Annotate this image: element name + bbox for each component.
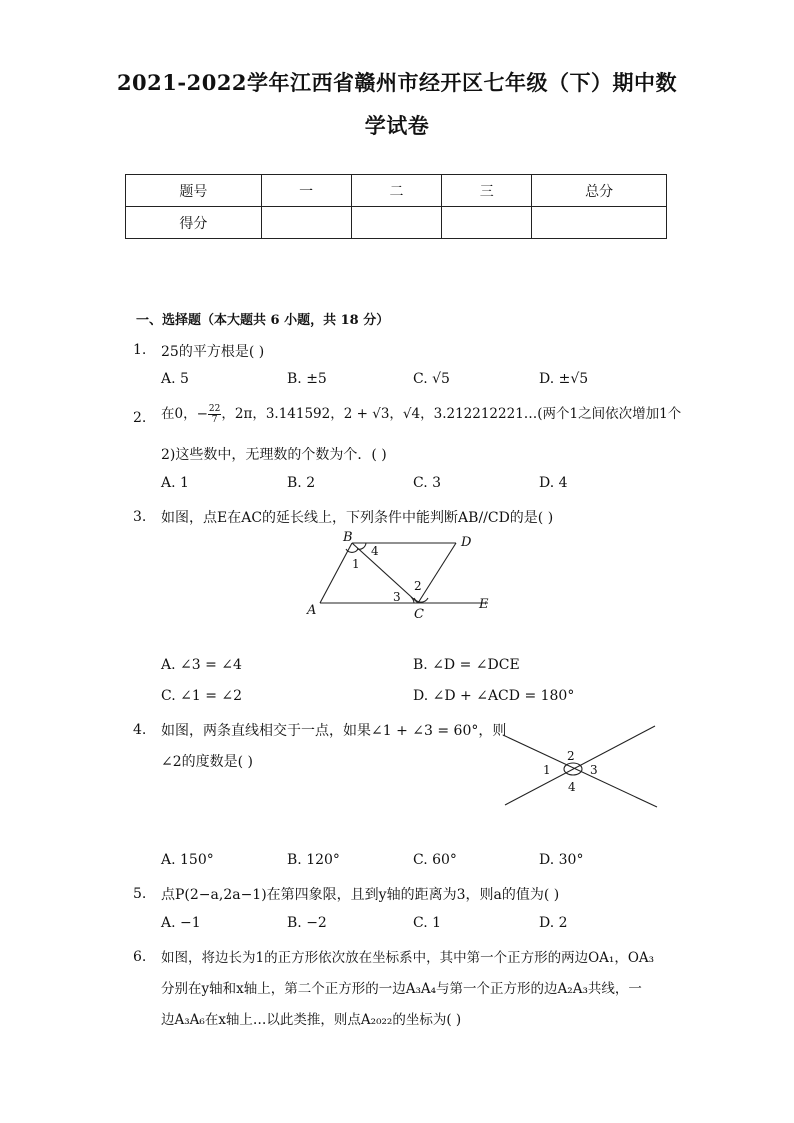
option-d: D. 2 [539,915,568,931]
question-number: 6. [133,949,147,965]
question-stem [161,402,681,425]
option-b: B. 2 [287,475,316,491]
question-stem: 如图，两条直线相交于一点，如果∠1 + ∠3 = 60°，则 [161,723,507,739]
line-2 [505,726,655,805]
line-1 [503,735,657,807]
label-c: C [414,607,424,622]
option-d: D. 30° [539,852,584,868]
fraction-denominator: 7 [211,415,218,425]
question-stem-line2: ∠2的度数是( ) [161,754,254,770]
question-stem-line2: 分别在y轴和x轴上，第二个正方形的一边A₃A₄与第一个正方形的边A₂A₃共线，一 [161,981,642,997]
angle-arc-1 [346,549,358,552]
score-cell [351,207,442,239]
label-angle-3: 3 [590,763,598,777]
label-a: A [307,603,317,618]
score-header-cell: 一 [261,175,351,207]
option-c: C. 3 [413,475,442,491]
score-table-score-row [126,207,667,239]
option-b: B. −2 [287,915,327,931]
score-row-label: 得分 [126,207,262,239]
option-a: A. ∠3 = ∠4 [161,657,242,673]
question-stem-line2: 2)这些数中，无理数的个数为个．( ) [161,447,387,463]
section-title: 一、选择题（本大题共 6 小题，共 18 分） [136,313,390,328]
option-d: D. ±√5 [539,371,589,387]
option-c: C. ∠1 = ∠2 [161,688,243,704]
option-a: A. 1 [161,475,189,491]
score-table-header-row [126,175,667,207]
line-bc [352,543,418,603]
question-stem: 如图，将边长为1的正方形依次放在坐标系中，其中第一个正方形的两边OA₁，OA₃ [161,950,655,966]
option-d: D. 4 [539,475,568,491]
question-number: 1. [133,342,147,358]
fraction [208,404,221,425]
label-b: B [343,530,353,545]
question-number: 2. [133,410,147,426]
stem-text: ，2π，3.141592，2 + √3，√4，3.212212221…(两个1之间依次增加1个 [221,406,682,422]
question-number: 3. [133,509,147,525]
question-stem: 如图，点E在AC的延长线上，下列条件中能判断AB//CD的是( ) [161,510,554,526]
page-title-line1: 2021-2022学年江西省赣州市经开区七年级（下）期中数 [116,70,678,95]
question-number: 5. [133,886,147,902]
fraction-numerator: 22 [208,404,221,414]
question-stem: 25的平方根是( ) [161,344,265,360]
option-b: B. 120° [287,852,340,868]
option-c: C. 1 [413,915,442,931]
option-a: A. 150° [161,852,214,868]
label-e: E [479,597,489,612]
option-b: B. ∠D = ∠DCE [413,657,520,673]
score-cell [442,207,532,239]
label-angle-4: 4 [568,780,576,794]
score-table [125,174,667,239]
score-header-cell: 二 [351,175,442,207]
label-angle-1: 1 [543,763,551,777]
stem-text: 在0，− [161,406,208,422]
question-stem: 点P(2−a,2a−1)在第四象限，且到y轴的距离为3，则a的值为( ) [161,887,560,903]
angle-arc-2 [414,598,428,602]
angle-arc-3 [411,597,414,603]
score-header-cell: 总分 [532,175,667,207]
score-header-cell: 题号 [126,175,262,207]
label-angle-3: 3 [393,590,401,604]
option-d: D. ∠D + ∠ACD = 180° [413,688,575,704]
label-angle-4: 4 [371,544,379,558]
option-a: A. 5 [161,371,189,387]
label-angle-1: 1 [352,557,360,571]
option-c: C. 60° [413,852,457,868]
line-cd [418,543,456,603]
score-cell [261,207,351,239]
question-stem-line3: 边A₃A₆在x轴上…以此类推，则点A₂₀₂₂的坐标为( ) [161,1012,462,1028]
score-header-cell: 三 [442,175,532,207]
label-angle-2: 2 [567,749,575,763]
option-a: A. −1 [161,915,201,931]
question-number: 4. [133,722,147,738]
angle-arc-4 [357,543,366,549]
label-angle-2: 2 [414,579,422,593]
page-title-line2: 学试卷 [364,113,430,138]
angle-arcs [564,763,582,775]
score-cell [532,207,667,239]
option-c: C. √5 [413,371,450,387]
label-d: D [461,535,472,550]
option-b: B. ±5 [287,371,327,387]
line-ab [320,543,352,603]
